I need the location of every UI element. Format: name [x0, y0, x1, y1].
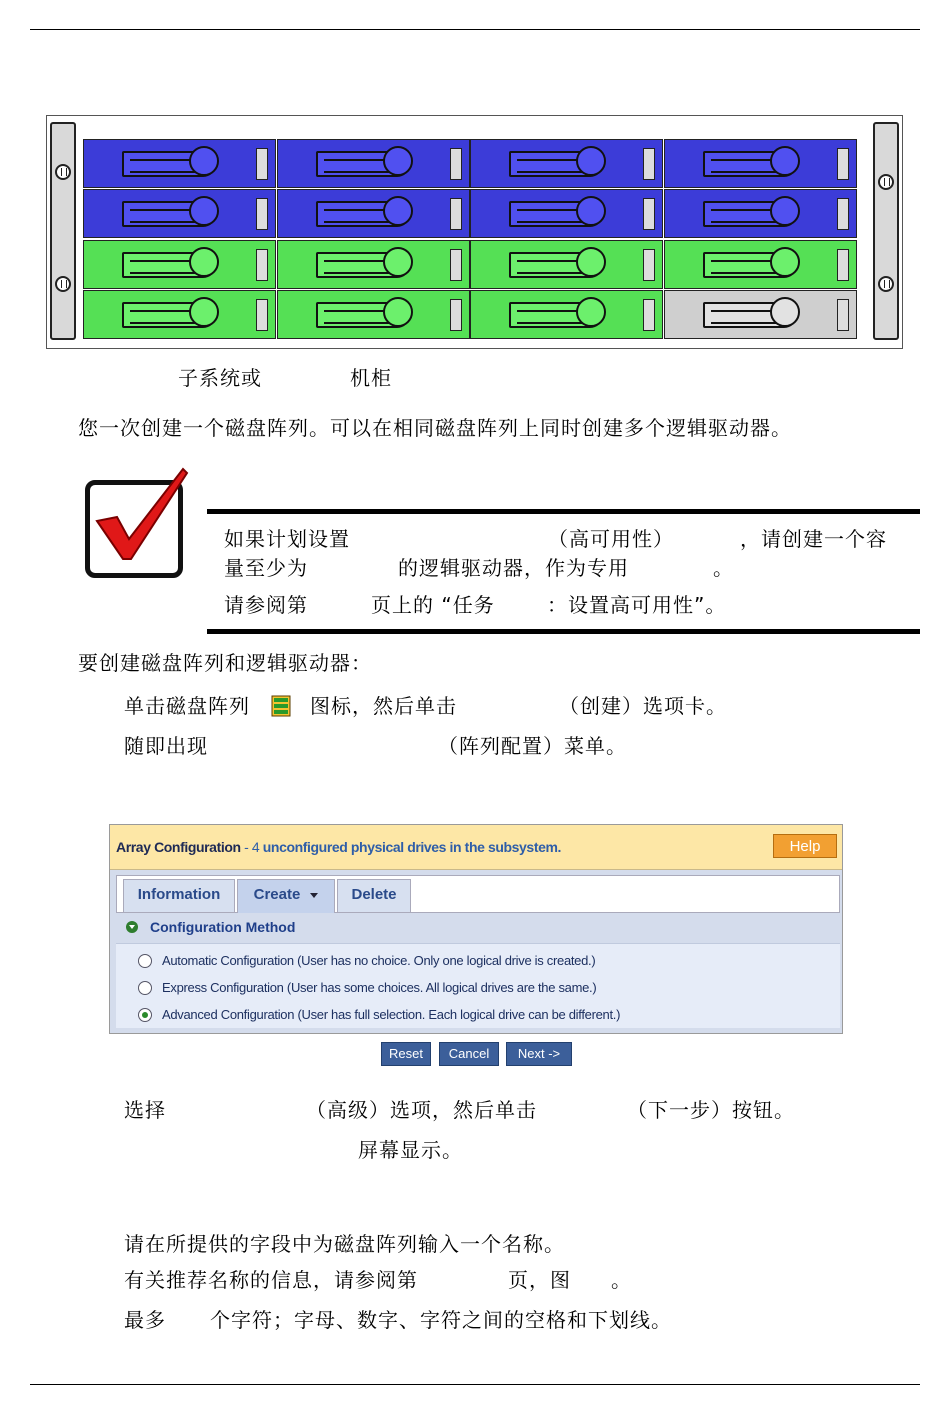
screw-icon: [55, 276, 71, 292]
configuration-method-header[interactable]: [116, 915, 840, 941]
drive-knob-icon: [383, 247, 413, 277]
tab-information[interactable]: [123, 879, 235, 913]
note-text: ：设置高可用性”。: [547, 593, 727, 617]
drive-knob-icon: [189, 247, 219, 277]
radio-advanced[interactable]: [138, 1008, 152, 1022]
drive-bay-green: [83, 290, 276, 339]
step1-text: （创建）选项卡。: [559, 694, 727, 718]
step5-text: 页，图: [508, 1268, 571, 1292]
drive-bay-blue: [277, 189, 470, 238]
configuration-method-label: Configuration Method: [150, 919, 296, 935]
drive-bay-blue: [664, 139, 857, 188]
steps-intro: 要创建磁盘阵列和逻辑驱动器：: [78, 651, 372, 675]
drive-knob-icon: [383, 196, 413, 226]
drive-knob-icon: [576, 146, 606, 176]
step6-text: 最多: [124, 1308, 166, 1332]
panel-header: [110, 825, 842, 870]
drive-leds-icon: [450, 299, 462, 331]
panel-subtitle-text: unconfigured physical drives in the subsystem.: [259, 839, 562, 855]
step2-text: （阵列配置）菜单。: [438, 734, 627, 758]
radio-automatic[interactable]: [138, 954, 152, 968]
drive-knob-icon: [576, 196, 606, 226]
step1-text: 图标，然后单击: [310, 694, 457, 718]
note-text: 请参阅第: [224, 593, 308, 617]
bottom-rule: [30, 1384, 920, 1385]
drive-leds-icon: [837, 198, 849, 230]
panel-title: [116, 839, 561, 855]
drive-leds-icon: [643, 198, 655, 230]
drive-leds-icon: [837, 299, 849, 331]
drive-bay-green: [83, 240, 276, 289]
cancel-button[interactable]: Cancel: [439, 1042, 499, 1066]
drive-leds-icon: [256, 198, 268, 230]
drive-leds-icon: [837, 249, 849, 281]
drive-knob-icon: [770, 297, 800, 327]
step6-text: 个字符；字母、数字、字符之间的空格和下划线。: [210, 1308, 672, 1332]
drive-knob-icon: [189, 146, 219, 176]
drive-bay-blue: [470, 189, 663, 238]
option-automatic-label: Automatic Configuration (User has no choice. Only one logical drive is created.): [162, 953, 596, 968]
caption-enclosure: 机柜: [350, 366, 392, 390]
option-automatic[interactable]: [138, 952, 596, 972]
drive-bay-blue: [83, 189, 276, 238]
tab-bar: [116, 875, 840, 913]
collapse-icon[interactable]: [126, 921, 138, 933]
note-text: 。: [713, 556, 734, 580]
drive-leds-icon: [256, 249, 268, 281]
drive-knob-icon: [576, 247, 606, 277]
caption-subsystem: 子系统或: [178, 366, 262, 390]
next-button[interactable]: Next ->: [506, 1042, 572, 1066]
chevron-down-icon: [310, 893, 318, 898]
note-bottom-rule: [207, 629, 920, 634]
radio-express[interactable]: [138, 981, 152, 995]
panel-subtitle-sep: -: [240, 839, 252, 855]
right-ear: [873, 122, 899, 340]
disk-array-icon: [271, 695, 291, 717]
drive-bay-grey: [664, 290, 857, 339]
drive-knob-icon: [770, 247, 800, 277]
screw-icon: [55, 164, 71, 180]
option-advanced-label: Advanced Configuration (User has full selection. Each logical drive can be different.): [162, 1007, 621, 1022]
option-express[interactable]: [138, 979, 597, 999]
drive-leds-icon: [450, 148, 462, 180]
step3-text: （下一步）按钮。: [627, 1098, 795, 1122]
drive-bay-blue: [83, 139, 276, 188]
step3-text: （高级）选项，然后单击: [306, 1098, 537, 1122]
note-text: ，请创建一个容: [740, 527, 887, 551]
left-ear: [50, 122, 76, 340]
note-text: （高可用性）: [548, 527, 674, 551]
note-text: 的逻辑驱动器，作为专用: [398, 556, 629, 580]
tab-delete-label: Delete: [351, 886, 397, 903]
drive-knob-icon: [189, 297, 219, 327]
reset-button[interactable]: Reset: [381, 1042, 431, 1066]
drive-knob-icon: [770, 146, 800, 176]
tab-delete[interactable]: [337, 879, 411, 913]
drive-knob-icon: [189, 196, 219, 226]
drive-knob-icon: [576, 297, 606, 327]
step4-text: 请在所提供的字段中为磁盘阵列输入一个名称。: [124, 1232, 565, 1256]
drive-leds-icon: [837, 148, 849, 180]
option-advanced[interactable]: [138, 1006, 621, 1026]
note-top-rule: [207, 509, 920, 514]
option-express-label: Express Configuration (User has some choices. All logical drives are the same.): [162, 980, 597, 995]
drive-knob-icon: [383, 146, 413, 176]
tab-information-label: Information: [137, 886, 221, 903]
drive-bay-green: [470, 240, 663, 289]
tab-create[interactable]: [237, 879, 335, 913]
note-text: 量至少为: [224, 556, 308, 580]
drive-bay-blue: [664, 189, 857, 238]
screw-icon: [878, 276, 894, 292]
drive-bay-green: [277, 290, 470, 339]
step2-text: 随即出现: [124, 734, 208, 758]
enclosure-illustration: [46, 115, 903, 349]
drive-leds-icon: [256, 299, 268, 331]
help-button[interactable]: Help: [773, 834, 837, 858]
drive-bay-green: [277, 240, 470, 289]
step3-text: 选择: [124, 1098, 166, 1122]
configuration-options: [116, 943, 840, 1028]
drive-knob-icon: [383, 297, 413, 327]
top-rule: [30, 29, 920, 30]
drive-leds-icon: [256, 148, 268, 180]
step5-text: 。: [611, 1268, 632, 1292]
drive-bay-blue: [277, 139, 470, 188]
tab-create-label: Create: [253, 886, 301, 903]
drive-bay-green: [470, 290, 663, 339]
step1-text: 单击磁盘阵列: [124, 694, 250, 718]
drive-bay-blue: [470, 139, 663, 188]
note-text: 如果计划设置: [224, 527, 350, 551]
drive-leds-icon: [643, 299, 655, 331]
drive-leds-icon: [643, 249, 655, 281]
drive-leds-icon: [450, 198, 462, 230]
drive-leds-icon: [643, 148, 655, 180]
panel-subtitle-count: 4: [251, 839, 260, 855]
check-mark-icon: [85, 480, 183, 578]
drive-leds-icon: [450, 249, 462, 281]
drive-bay-green: [664, 240, 857, 289]
step3-result: 屏幕显示。: [358, 1138, 463, 1162]
array-configuration-panel: [109, 824, 843, 1034]
drive-knob-icon: [770, 196, 800, 226]
panel-title-text: Array Configuration: [116, 839, 241, 855]
intro-paragraph: 您一次创建一个磁盘阵列。可以在相同磁盘阵列上同时创建多个逻辑驱动器。: [78, 416, 792, 440]
note-text: 页上的 “任务: [371, 593, 495, 617]
step5-text: 有关推荐名称的信息，请参阅第: [124, 1268, 418, 1292]
screw-icon: [878, 174, 894, 190]
